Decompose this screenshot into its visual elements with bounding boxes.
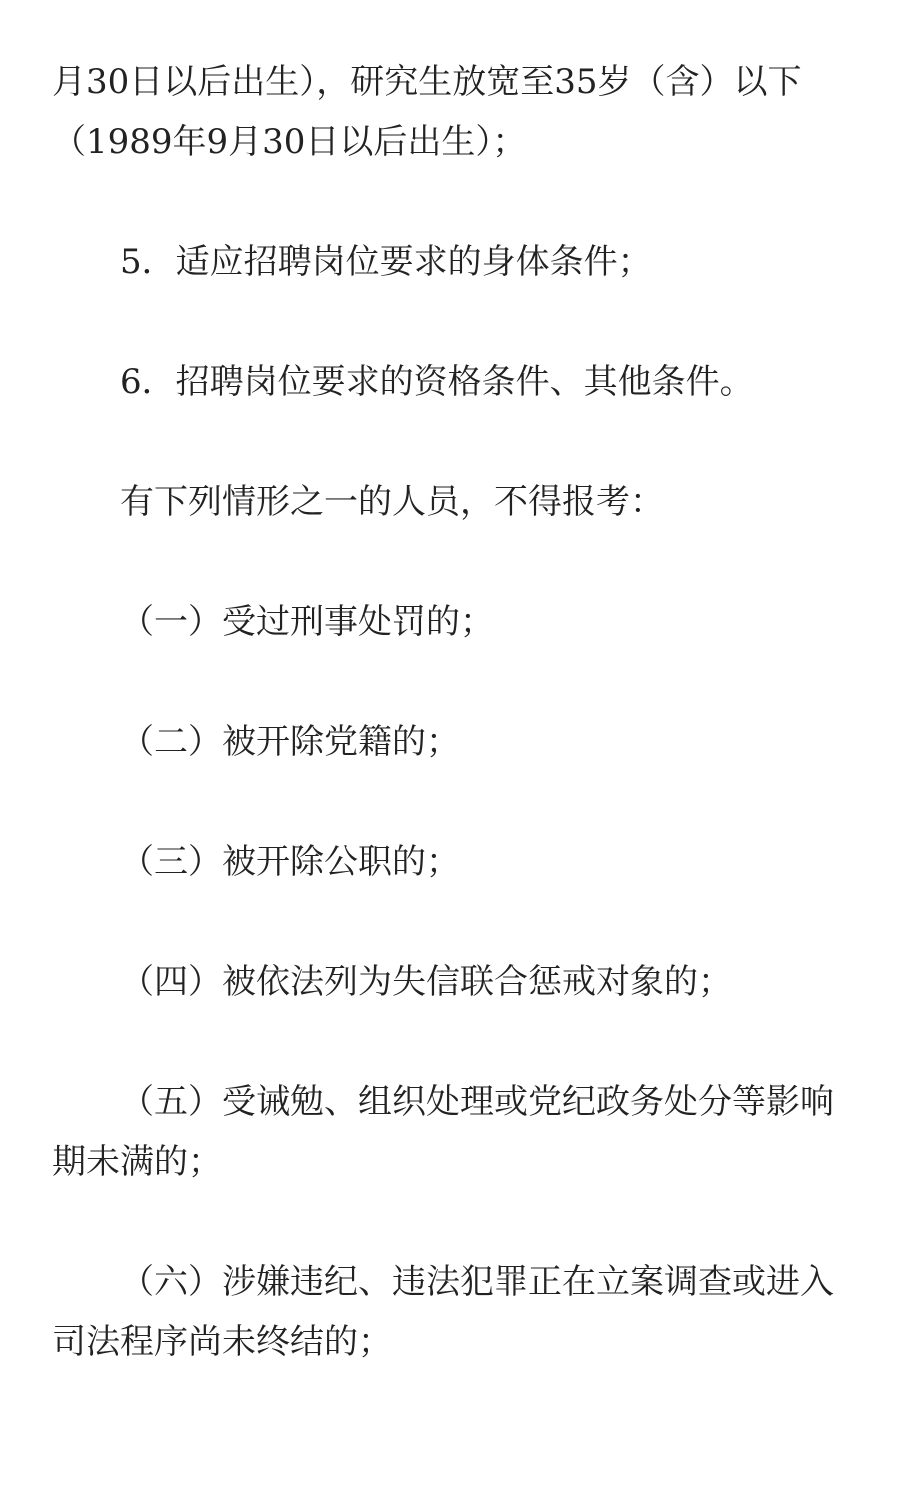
paragraph-exclusion-5: （五）受诫勉、组织处理或党纪政务处分等影响期未满的；	[52, 1082, 834, 1182]
article-body	[52, 52, 852, 1432]
paragraph-age-requirement-continued: 月30日以后出生），研究生放宽至35岁（含）以下（1989年9月30日以后出生）；	[52, 62, 802, 162]
paragraph-qualification-condition: 6．招聘岗位要求的资格条件、其他条件。	[120, 362, 754, 402]
paragraph-exclusion-4: （四）被依法列为失信联合惩戒对象的；	[120, 962, 732, 1002]
paragraph-exclusion-6: （六）涉嫌违纪、违法犯罪正在立案调查或进入司法程序尚未终结的；	[52, 1262, 834, 1362]
paragraph-physical-condition: 5．适应招聘岗位要求的身体条件；	[120, 242, 652, 282]
paragraph-exclusion-2: （二）被开除党籍的；	[120, 722, 460, 762]
paragraph-exclusion-intro: 有下列情形之一的人员，不得报考：	[120, 482, 664, 522]
paragraph-exclusion-1: （一）受过刑事处罚的；	[120, 602, 494, 642]
paragraph-exclusion-3: （三）被开除公职的；	[120, 842, 460, 882]
